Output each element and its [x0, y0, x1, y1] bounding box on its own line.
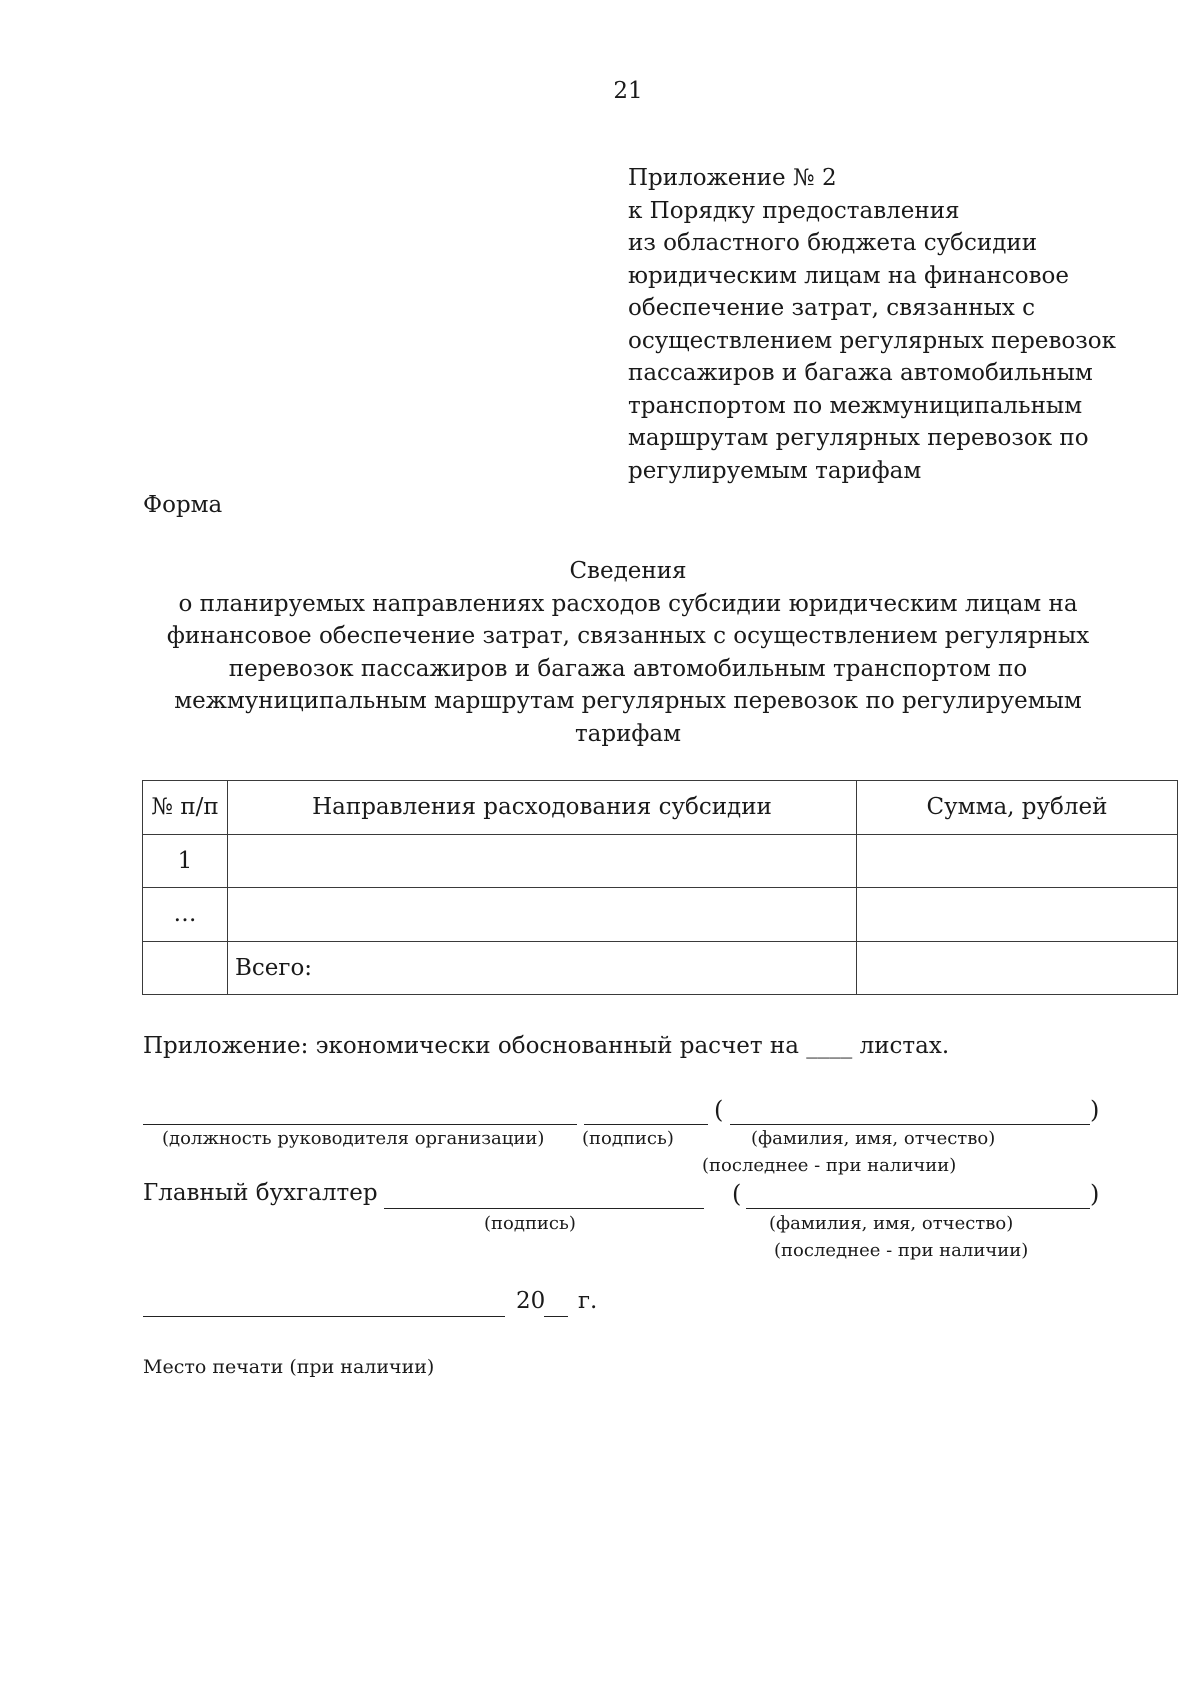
header-sum: Сумма, рублей [857, 781, 1178, 835]
title-line: о планируемых направлениях расходов субсидии юридическим лицам на [178, 590, 1078, 617]
title-line: Сведения [569, 558, 687, 584]
appendix-note-tail: листах. [859, 1033, 950, 1059]
year-prefix: 20 [516, 1288, 546, 1314]
cell-direction[interactable] [228, 888, 857, 942]
appendix-line: осуществлением регулярных перевозок [628, 327, 1117, 354]
caption-name-note: (последнее - при наличии) [774, 1240, 1029, 1261]
page-number: 21 [613, 78, 643, 104]
cell-direction[interactable] [228, 834, 857, 888]
year-suffix: г. [578, 1288, 598, 1314]
year-blank-line[interactable] [544, 1316, 568, 1317]
appendix-line: маршрутам регулярных перевозок по [628, 425, 1089, 451]
cell-total-label: Всего: [228, 941, 857, 995]
header-direction: Направления расходования субсидии [228, 781, 857, 835]
position-line[interactable] [143, 1124, 577, 1125]
appendix-line: Приложение № 2 [628, 165, 837, 191]
cell-number[interactable]: 1 [143, 834, 228, 888]
title-line: финансовое обеспечение затрат, связанных с осуществлением регулярных [166, 623, 1090, 649]
table-row [143, 834, 1178, 888]
caption-name: (фамилия, имя, отчество) [751, 1128, 996, 1149]
caption-position: (должность руководителя организации) [162, 1128, 545, 1149]
appendix-line: регулируемым тарифам [628, 457, 922, 484]
open-paren: ( [732, 1180, 742, 1208]
expense-table [142, 780, 1178, 995]
table-total-row [143, 941, 1178, 995]
caption-signature: (подпись) [582, 1128, 674, 1149]
header-number: № п/п [143, 781, 228, 835]
appendix-line: к Порядку предоставления [628, 197, 960, 224]
cell-number[interactable] [143, 941, 228, 995]
cell-number[interactable]: … [143, 888, 228, 942]
head-name-line[interactable] [730, 1124, 1090, 1125]
document-title [140, 555, 1116, 750]
close-paren: ) [1090, 1180, 1100, 1208]
cell-sum[interactable] [857, 834, 1178, 888]
appendix-header [628, 162, 1116, 487]
title-line: тарифам [574, 720, 682, 747]
caption-name: (фамилия, имя, отчество) [769, 1213, 1014, 1234]
open-paren: ( [714, 1096, 724, 1124]
form-label: Форма [143, 492, 223, 518]
accountant-signature-line[interactable] [384, 1208, 704, 1209]
appendix-line: юридическим лицам на финансовое [628, 262, 1070, 289]
appendix-line: транспортом по межмуниципальным [628, 392, 1083, 419]
caption-signature: (подпись) [484, 1213, 576, 1234]
close-paren: ) [1090, 1096, 1100, 1124]
accountant-name-line[interactable] [746, 1208, 1090, 1209]
caption-name-note: (последнее - при наличии) [702, 1155, 957, 1176]
appendix-note-text: Приложение: экономически обоснованный расчет на [143, 1033, 799, 1059]
appendix-line: из областного бюджета субсидии [628, 230, 1038, 256]
date-line[interactable] [143, 1316, 505, 1317]
title-line: межмуниципальным маршрутам регулярных перевозок по регулируемым [174, 688, 1082, 714]
cell-sum[interactable] [857, 888, 1178, 942]
appendix-note [143, 1033, 949, 1059]
chief-accountant-label: Главный бухгалтер [143, 1180, 378, 1206]
title-line: перевозок пассажиров и багажа автомобильным транспортом по [228, 655, 1028, 682]
table-row [143, 888, 1178, 942]
cell-total-sum[interactable] [857, 941, 1178, 995]
table-header-row [143, 781, 1178, 835]
sheet-count-blank[interactable]: ____ [806, 1033, 853, 1059]
appendix-line: пассажиров и багажа автомобильным [628, 360, 1093, 386]
head-signature-line[interactable] [584, 1124, 708, 1125]
appendix-line: обеспечение затрат, связанных с [628, 295, 1036, 321]
stamp-note: Место печати (при наличии) [143, 1356, 435, 1378]
